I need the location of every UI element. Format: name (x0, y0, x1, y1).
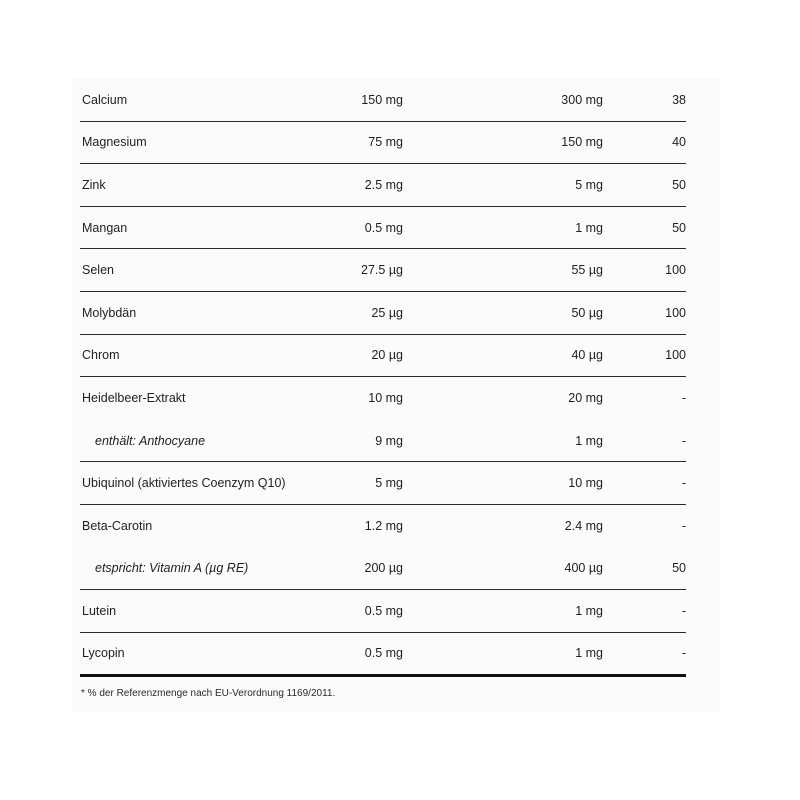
amount-value-2: 1 mg (575, 603, 603, 618)
nutrition-table (80, 79, 686, 677)
reference-percent-value: 100 (665, 263, 686, 278)
amount-value-1: 27.5 µg (361, 263, 403, 278)
nutrient-row (80, 462, 686, 505)
reference-percent-value: 50 (672, 177, 686, 192)
nutrient-row (80, 590, 686, 633)
amount-value-1: 20 µg (371, 348, 403, 363)
nutrient-row (80, 633, 686, 677)
nutrient-row (80, 249, 686, 292)
amount-value-2: 2.4 mg (564, 518, 603, 533)
amount-value-1: 5 mg (375, 476, 403, 491)
reference-percent-value: - (681, 476, 686, 491)
nutrient-row (80, 79, 686, 122)
amount-value-1: 150 mg (361, 92, 403, 107)
reference-footnote: * % der Referenzmenge nach EU-Verordnung 1169/2011. (81, 688, 336, 699)
nutrient-row (80, 207, 686, 250)
nutrient-name: Calcium (82, 92, 128, 107)
nutrient-name: Magnesium (82, 135, 147, 150)
reference-percent-value: 38 (672, 92, 686, 107)
amount-value-2: 1 mg (575, 433, 603, 448)
amount-value-1: 1.2 mg (364, 518, 403, 533)
nutrient-name: Selen (82, 263, 114, 278)
reference-percent-value: 100 (665, 305, 686, 320)
amount-value-1: 0.5 mg (364, 603, 403, 618)
nutrient-row (80, 377, 686, 420)
amount-value-1: 2.5 mg (364, 177, 403, 192)
amount-value-2: 150 mg (561, 135, 603, 150)
nutrient-name: Heidelbeer-Extrakt (82, 390, 186, 405)
nutrient-row (80, 505, 686, 548)
nutrient-row (80, 292, 686, 335)
nutrient-name: Lutein (82, 603, 117, 618)
reference-percent-value: 50 (672, 220, 686, 235)
amount-value-2: 50 µg (571, 305, 603, 320)
amount-value-1: 0.5 mg (364, 646, 403, 661)
nutrient-row (80, 122, 686, 165)
amount-value-2: 10 mg (568, 476, 603, 491)
nutrient-name: Lycopin (82, 646, 125, 661)
nutrient-name: Beta-Carotin (82, 518, 153, 533)
amount-value-1: 200 µg (364, 561, 403, 576)
amount-value-2: 40 µg (571, 348, 603, 363)
reference-percent-value: - (681, 433, 686, 448)
amount-value-2: 20 mg (568, 390, 603, 405)
amount-value-1: 75 mg (368, 135, 403, 150)
nutrient-row (80, 164, 686, 207)
nutrient-name: Molybdän (82, 305, 137, 320)
amount-value-2: 300 mg (561, 92, 603, 107)
amount-value-1: 10 mg (368, 390, 403, 405)
amount-value-1: 0.5 mg (364, 220, 403, 235)
amount-value-1: 9 mg (375, 433, 403, 448)
nutrient-sub-row (80, 548, 686, 591)
reference-percent-value: - (681, 518, 686, 533)
nutrient-sub-row (80, 420, 686, 463)
nutrient-name: Mangan (82, 220, 128, 235)
reference-percent-value: 100 (665, 348, 686, 363)
amount-value-1: 25 µg (371, 305, 403, 320)
amount-value-2: 400 µg (564, 561, 603, 576)
reference-percent-value: 50 (672, 561, 686, 576)
reference-percent-value: 40 (672, 135, 686, 150)
nutrient-name: enthält: Anthocyane (95, 433, 206, 448)
amount-value-2: 55 µg (571, 263, 603, 278)
amount-value-2: 5 mg (575, 177, 603, 192)
amount-value-2: 1 mg (575, 646, 603, 661)
amount-value-2: 1 mg (575, 220, 603, 235)
nutrient-name: Zink (82, 177, 106, 192)
nutrient-name: Ubiquinol (aktiviertes Coenzym Q10) (82, 476, 286, 491)
reference-percent-value: - (681, 603, 686, 618)
nutrient-name: Chrom (82, 348, 120, 363)
nutrient-row (80, 335, 686, 378)
reference-percent-value: - (681, 646, 686, 661)
reference-percent-value: - (681, 390, 686, 405)
nutrient-name: etspricht: Vitamin A (µg RE) (95, 561, 249, 576)
